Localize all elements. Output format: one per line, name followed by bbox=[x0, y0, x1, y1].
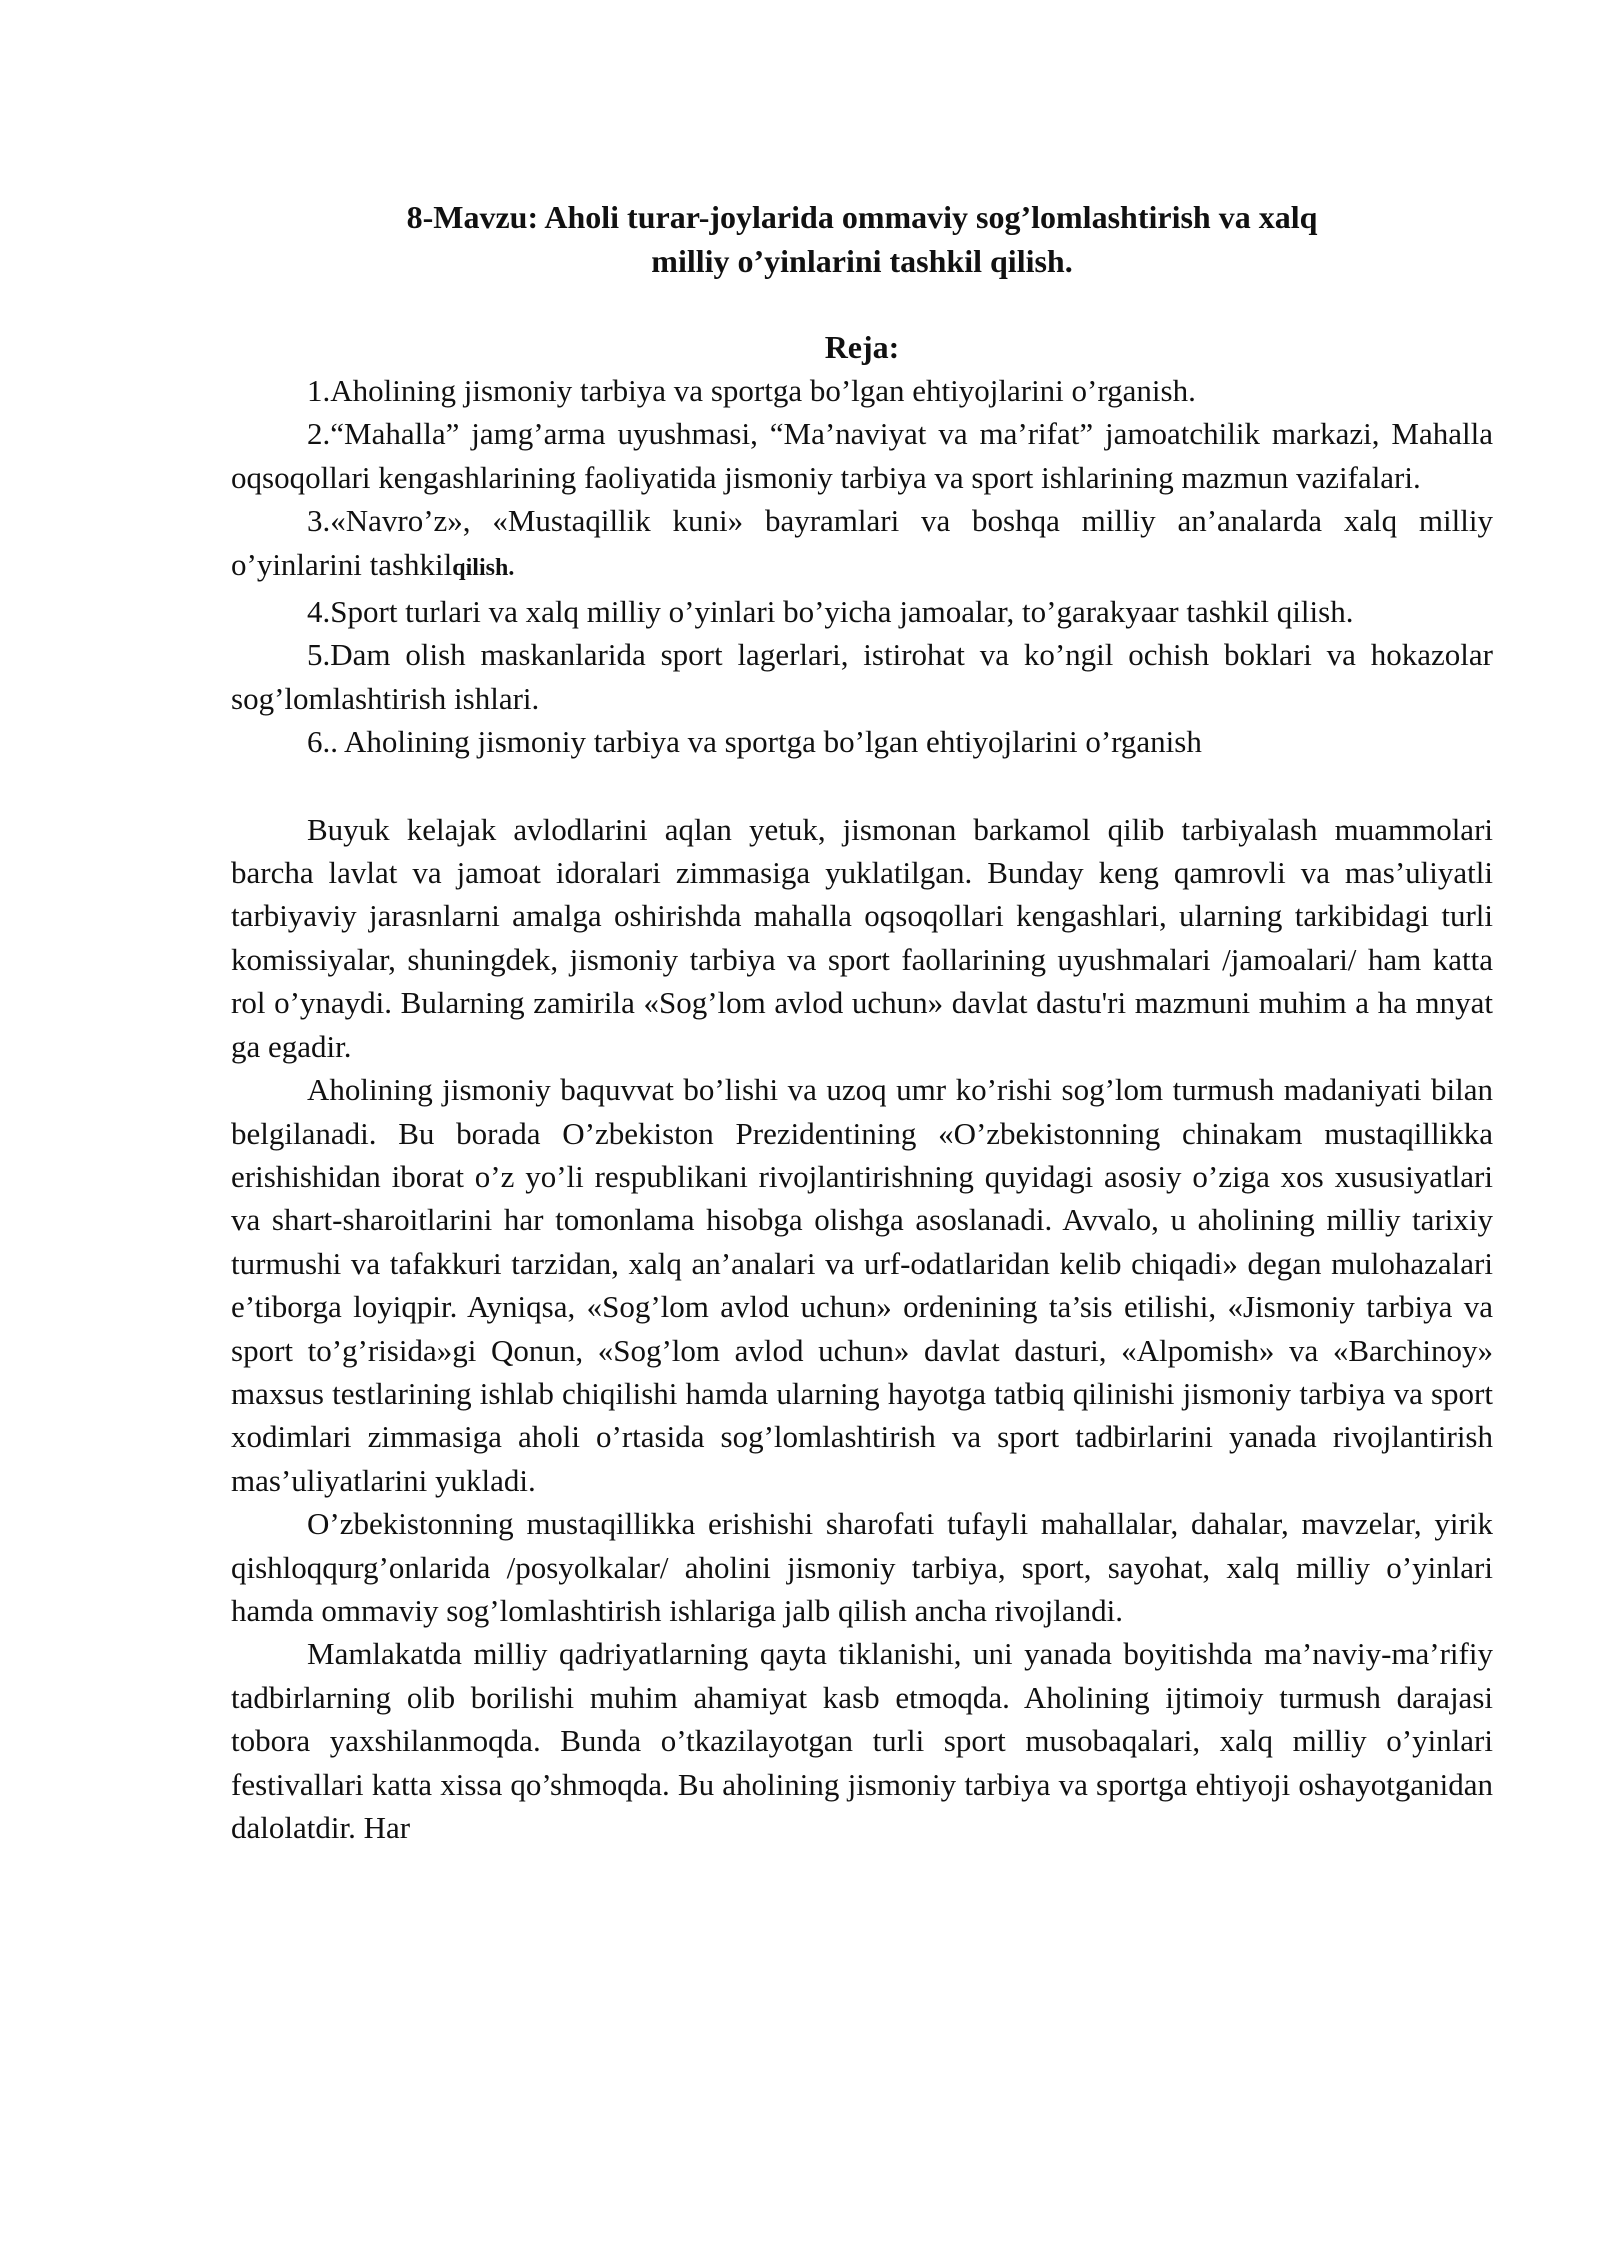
plan-item-1 bbox=[231, 369, 1493, 412]
plan-item-text: 5.Dam olish maskanlarida sport lagerlari, istirohat va ko’ngil ochish boklari va hokazolar sog’lomlashtirish ishlari. bbox=[231, 637, 1493, 716]
plan-item-text: 6.. Aholining jismoniy tarbiya va sportga bo’lgan ehtiyojlarini o’rganish bbox=[307, 724, 1202, 760]
plan-list bbox=[231, 369, 1493, 764]
plan-item-2 bbox=[231, 412, 1493, 499]
plan-item-4 bbox=[231, 590, 1493, 633]
body-paragraph-1: Buyuk kelajak avlodlarini aqlan yetuk, jismonan barkamol qilib tarbiyalash muammolari barcha lavlat va jamoat idoralari zimmasiga yuklatilgan. Bunday keng qamrovli va mas’uliyatli tarbiyaviy jarasnlarni amalga oshirishda mahalla oqsoqollari kengashlari, ularning tarkibidagi turli komissiyalar, shuningdek, jismoniy tarbiya va sport faollarining uyushmalari /jamoalari/ ham katta rol o’ynaydi. Bularning zamirila «Sog’lom avlod uchun» davlat dastu'ri mazmuni muhim a ha mnyat ga egadir. bbox=[231, 811, 1493, 1064]
plan-item-text: 4.Sport turlari va xalq milliy o’yinlari bo’yicha jamoalar, to’garakyaar tashkil qilish. bbox=[307, 594, 1354, 630]
plan-item-suffix: qilish. bbox=[452, 554, 515, 581]
body-paragraph-4: Mamlakatda milliy qadriyatlarning qayta tiklanishi, uni yanada boyitishda ma’naviy-ma’rifiy tadbirlarning olib borilishi muhim ahamiyat kasb etmoqda. Aholining ijtimoiy turmush darajasi tobora yaxshilanmoqda. Bunda o’tkazilayotgan turli sport musobaqalari, xalq milliy o’yinlari festivallari katta xissa qo’shmoqda. Bu aholining jismoniy tarbiya va sportga ehtiyoji oshayotganidan dalolatdir. Har bbox=[231, 1636, 1493, 1845]
section-spacer bbox=[231, 764, 1493, 808]
body-paragraph-2: Aholining jismoniy baquvvat bo’lishi va uzoq umr ko’rishi sog’lom turmush madaniyati bilan belgilanadi. Bu borada O’zbekiston Prezidentining «O’zbekistonning chinakam mustaqillikka erishishidan iborat o’z yo’li respublikani rivojlantirishning quyidagi asosiy o’ziga xos xususiyatlari va shart-sharoitlarini har tomonlama hisobga olishga asoslanadi. Avvalo, u aholining milliy tarixiy turmushi va tafakkuri tarzidan, xalq an’analari va urf-odatlaridan kelib chiqadi» degan mulohazalari e’tiborga loyiqpir. Ayniqsa, «Sog’lom avlod uchun» ordenining ta’sis etilishi, «Jismoniy tarbiya va sport to’g’risida»gi Qonun, «Sog’lom avlod uchun» davlat dasturi, «Alpomish» va «Barchinoy» maxsus testlarining ishlab chiqilishi hamda ularning hayotga tatbiq qilinishi jismoniy tarbiya va sport xodimlari zimmasiga aholi o’rtasida sog’lomlashtirish va sport tadbirlarini yanada rivojlantirish mas’uliyatlarini yukladi. bbox=[231, 1072, 1493, 1498]
document-title bbox=[231, 195, 1493, 283]
title-line-1: 8-Mavzu: Aholi turar-joylarida ommaviy sog’lomlashtirish va xalq bbox=[406, 199, 1318, 235]
title-line-2: milliy o’yinlarini tashkil qilish. bbox=[651, 243, 1073, 279]
plan-item-6 bbox=[231, 720, 1493, 763]
body-paragraph-3: O’zbekistonning mustaqillikka erishishi sharofati tufayli mahallalar, dahalar, mavzelar, yirik qishloqqurg’onlarida /posyolkalar/ aholini jismoniy tarbiya, sport, sayohat, xalq milliy o’yinlari hamda ommaviy sog’lomlashtirish ishlariga jalb qilish ancha rivojlandi. bbox=[231, 1506, 1493, 1628]
document-body bbox=[231, 195, 1493, 1849]
plan-item-text: 3.«Navro’z», «Mustaqillik kuni» bayramlari va boshqa milliy an’analarda xalq milliy o’yinlarini tashkil bbox=[231, 503, 1493, 582]
plan-item-3 bbox=[231, 499, 1493, 590]
plan-item-text: 2.“Mahalla” jamg’arma uyushmasi, “Ma’naviyat va ma’rifat” jamoatchilik markazi, Mahalla oqsoqollari kengashlarining faoliyatida jismoniy tarbiya va sport ishlarining mazmun vazifalari. bbox=[231, 416, 1493, 495]
plan-heading: Reja: bbox=[824, 329, 900, 365]
plan-item-text: 1.Aholining jismoniy tarbiya va sportga bo’lgan ehtiyojlarini o’rganish. bbox=[307, 373, 1196, 408]
plan-item-5 bbox=[231, 633, 1493, 720]
